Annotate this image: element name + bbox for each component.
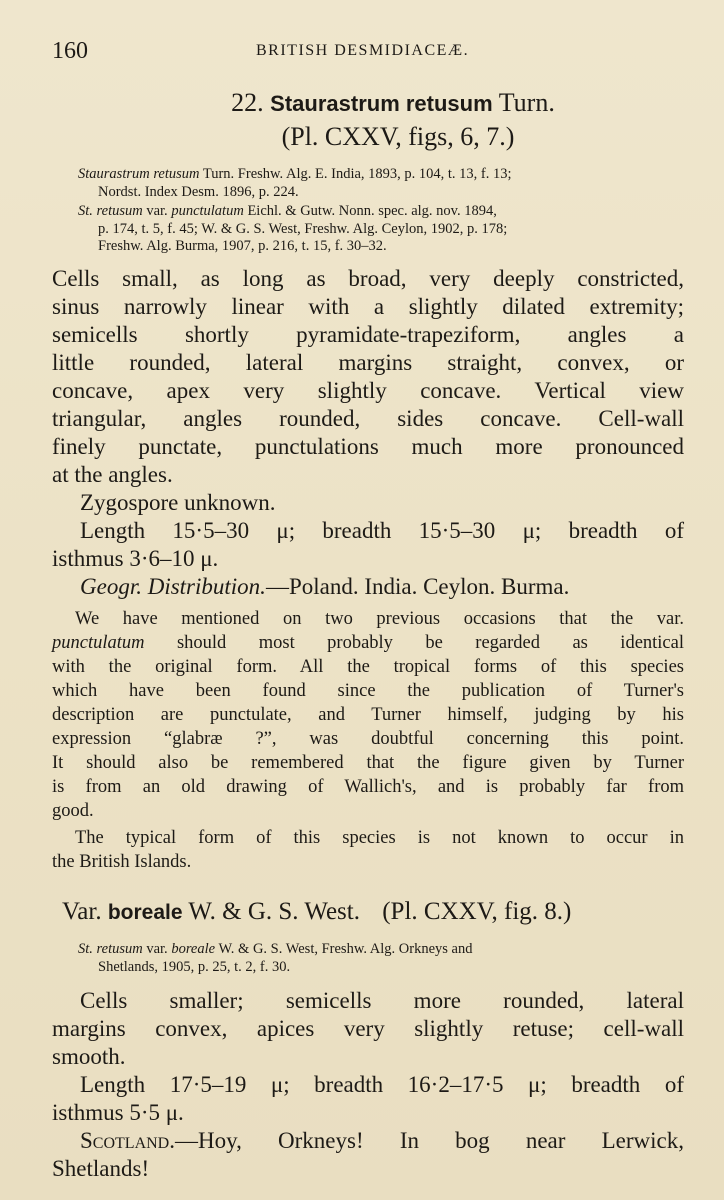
note-line: We have mentioned on two previous occasions that the var. — [75, 609, 684, 629]
distribution — [80, 573, 569, 601]
measurements-line: Length 15·5–30 μ; breadth 15·5–30 μ; breadth of — [80, 518, 684, 543]
variety-author: W. & G. S. West. — [188, 898, 360, 925]
description-line: little rounded, lateral margins straight, convex, or — [52, 350, 684, 375]
variety-synonymy-line: St. retusum var. boreale W. & G. S. West, Freshw. Alg. Orkneys and — [78, 941, 473, 957]
variety-measurements-line: isthmus 5·5 μ. — [52, 1100, 184, 1125]
species-plate-ref: (Pl. CXXV, figs, 6, 7.) — [281, 122, 515, 151]
note-line: with the original form. All the tropical forms of this species — [52, 657, 684, 677]
variety-heading — [62, 898, 571, 926]
species-author: Turn. — [498, 88, 555, 117]
zygospore-note: Zygospore unknown. — [80, 490, 276, 515]
variety-description-line: margins convex, apices very slightly retuse; cell-wall — [52, 1016, 684, 1041]
description-line: finely punctate, punctulations much more pronounced — [52, 434, 684, 459]
description-line: sinus narrowly linear with a slightly dilated extremity; — [52, 294, 684, 319]
synonymy-line: Freshw. Alg. Burma, 1907, p. 216, t. 15, f. 30–32. — [98, 238, 387, 254]
variety-measurements-line: Length 17·5–19 μ; breadth 16·2–17·5 μ; breadth of — [80, 1072, 684, 1097]
description-line: Cells small, as long as broad, very deeply constricted, — [52, 266, 684, 291]
variety-locality — [80, 1127, 684, 1155]
species-name: Staurastrum retusum — [270, 91, 493, 116]
synonymy-line: Staurastrum retusum Turn. Freshw. Alg. E. India, 1893, p. 104, t. 13, f. 13; — [78, 166, 512, 182]
running-title: BRITISH DESMIDIACEÆ. — [256, 42, 470, 59]
note-line: expression “glabræ ?”, was doubtful concerning this point. — [52, 729, 684, 749]
variety-synonymy-line: Shetlands, 1905, p. 25, t. 2, f. 30. — [98, 959, 291, 975]
species-heading — [0, 88, 724, 118]
note-line: which have been found since the publication of Turner's — [52, 681, 684, 701]
variety-name: boreale — [107, 901, 183, 924]
species-number: 22. — [231, 88, 264, 117]
variety-plate-ref: (Pl. CXXV, fig. 8.) — [382, 898, 572, 925]
note-line: punctulatum should most probably be regarded as identical — [52, 633, 684, 653]
variety-description-line: smooth. — [52, 1044, 126, 1069]
description-line: semicells shortly pyramidate-trapeziform, angles a — [52, 322, 684, 347]
description-line: triangular, angles rounded, sides concave. Cell-wall — [52, 406, 684, 431]
measurements-line: isthmus 3·6–10 μ. — [52, 546, 219, 571]
note-line: description are punctulate, and Turner himself, judging by his — [52, 705, 684, 725]
variety-locality-line: Shetlands! — [52, 1156, 150, 1181]
locality-text: —Hoy, Orkneys! In bog near Lerwick, — [174, 1128, 684, 1153]
variety-prefix: Var. — [62, 898, 102, 925]
synonymy-line: St. retusum var. punctulatum Eichl. & Gutw. Nonn. spec. alg. nov. 1894, — [78, 203, 497, 219]
typical-form-line: the British Islands. — [52, 852, 192, 872]
locality-label: Scotland. — [80, 1128, 175, 1153]
page-number: 160 — [52, 38, 88, 64]
note-line: good. — [52, 801, 94, 821]
variety-description-line: Cells smaller; semicells more rounded, lateral — [80, 988, 684, 1013]
distribution-label: Geogr. Distribution. — [80, 574, 266, 599]
note-line: is from an old drawing of Wallich's, and is probably far from — [52, 777, 684, 797]
typical-form-line: The typical form of this species is not known to occur in — [75, 828, 684, 848]
synonymy-line: Nordst. Index Desm. 1896, p. 224. — [98, 184, 299, 200]
description-line: at the angles. — [52, 462, 173, 487]
description-line: concave, apex very slightly concave. Vertical view — [52, 378, 684, 403]
synonymy-line: p. 174, t. 5, f. 45; W. & G. S. West, Freshw. Alg. Ceylon, 1902, p. 178; — [98, 221, 508, 237]
distribution-text: —Poland. India. Ceylon. Burma. — [265, 574, 570, 599]
note-line: It should also be remembered that the figure given by Turner — [52, 753, 684, 773]
